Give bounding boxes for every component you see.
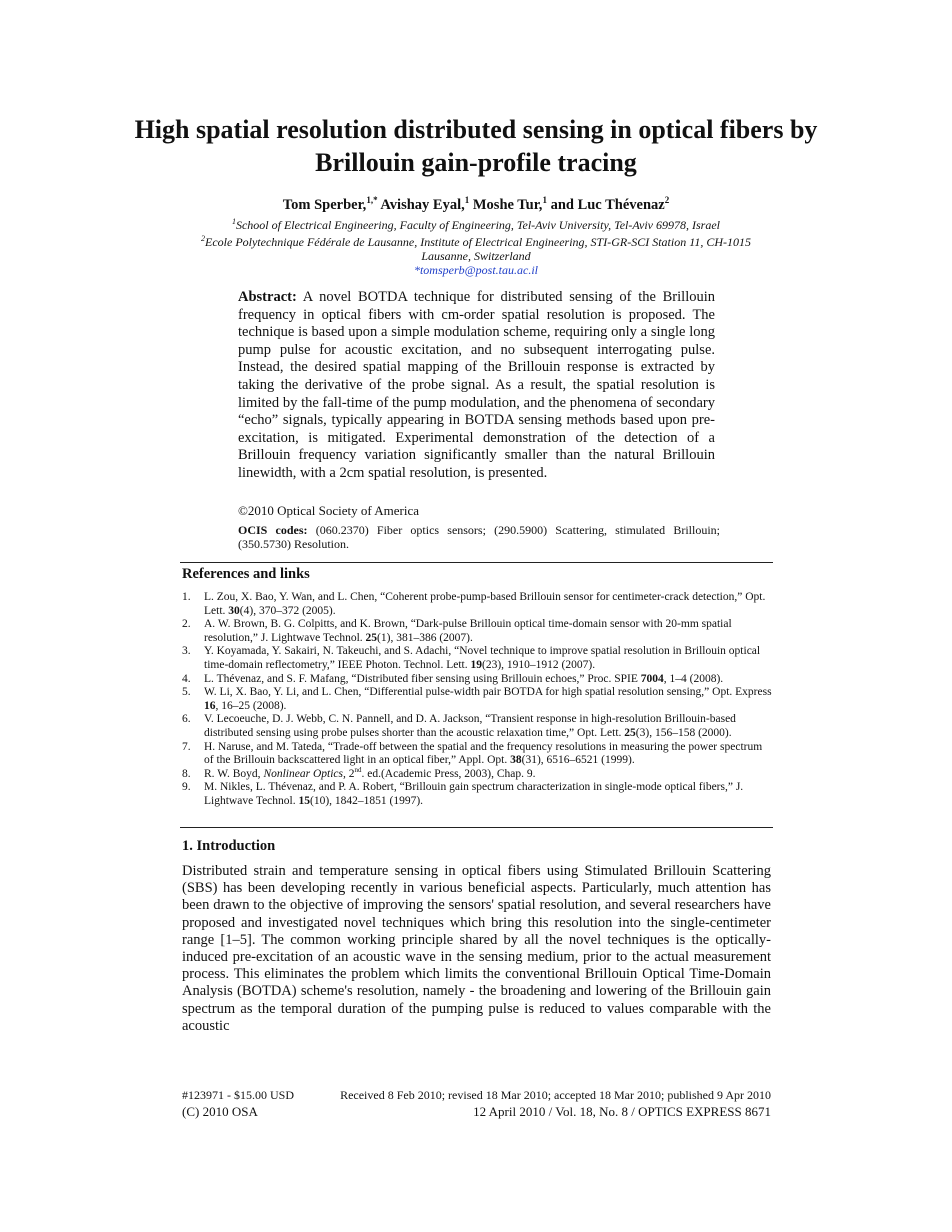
reference-item xyxy=(182,686,772,713)
reference-volume: 16 xyxy=(204,699,216,712)
reference-text: R. W. Boyd, xyxy=(204,767,264,780)
corresponding-email-link[interactable]: *tomsperb@post.tau.ac.il xyxy=(413,263,539,277)
reference-volume: 15 xyxy=(298,794,310,807)
affiliation-2 xyxy=(120,232,832,263)
reference-number: 4. xyxy=(182,672,191,685)
reference-publisher: . ed.(Academic Press, 2003), Chap. 9. xyxy=(361,767,536,780)
ocis-label: OCIS codes: xyxy=(238,523,308,537)
reference-number: 6. xyxy=(182,713,191,726)
reference-edition-suffix: nd xyxy=(354,765,362,774)
divider-top xyxy=(180,562,773,563)
footer-copyright: (C) 2010 OSA xyxy=(182,1104,258,1119)
reference-number: 2. xyxy=(182,618,191,631)
reference-number: 7. xyxy=(182,740,191,753)
reference-item xyxy=(182,673,772,687)
reference-item xyxy=(182,645,772,672)
reference-pages: (4), 370–372 (2005). xyxy=(239,604,336,617)
author-name: Tom Sperber, xyxy=(282,196,367,213)
reference-number: 5. xyxy=(182,686,191,699)
affiliation-1 xyxy=(120,215,832,232)
author-affil-mark: 1,* xyxy=(366,195,378,205)
affil-mark: 2 xyxy=(201,234,205,243)
reference-edition: 2 xyxy=(345,767,355,780)
reference-volume: 25 xyxy=(624,726,636,739)
reference-volume: 38 xyxy=(510,754,522,767)
affil-mark: 1 xyxy=(231,217,236,226)
affiliations xyxy=(120,215,832,277)
reference-text: A. W. Brown, B. G. Colpitts, and K. Brown, “Dark-pulse Brillouin optical time-domain sensor with 20-mm spatial resolution,” J. Lightwave Technol. xyxy=(204,618,732,644)
reference-item xyxy=(182,591,772,618)
reference-text: M. Nikles, L. Thévenaz, and P. A. Robert, “Brillouin gain spectrum characterization in single-mode optical fibers,” J. Lightwave Technol. xyxy=(204,781,744,807)
reference-text: W. Li, X. Bao, Y. Li, and L. Chen, “Differential pulse-width pair BOTDA for high spatial resolution sensing,” Opt. Express xyxy=(204,686,772,699)
footer-dates: Received 8 Feb 2010; revised 18 Mar 2010; accepted 18 Mar 2010; published 9 Apr 2010 xyxy=(340,1088,771,1102)
ocis-codes xyxy=(238,523,720,551)
reference-pages: (23), 1910–1912 (2007). xyxy=(482,658,596,671)
reference-pages: (3), 156–158 (2000). xyxy=(635,726,732,739)
author-affil-mark: 2 xyxy=(664,195,670,205)
reference-book-title: Nonlinear Optics, xyxy=(263,767,346,780)
reference-item xyxy=(182,713,772,740)
author-list xyxy=(120,191,832,214)
reference-item xyxy=(182,781,772,808)
footer-id-price: #123971 - $15.00 USD xyxy=(182,1088,295,1102)
reference-text: L. Zou, X. Bao, Y. Wan, and L. Chen, “Coherent probe-pump-based Brillouin sensor for centimeter-crack detection,” Opt. Lett. xyxy=(204,591,766,617)
reference-volume: 19 xyxy=(470,658,482,671)
reference-pages: (1), 381–386 (2007). xyxy=(377,631,473,644)
references-heading: References and links xyxy=(182,566,310,582)
reference-text: H. Naruse, and M. Tateda, “Trade-off between the spatial and the frequency resolutions in measuring the power spectrum of the Brillouin backscattered light in an optical fiber,” Appl. Opt. xyxy=(204,740,763,767)
author-name: Avishay Eyal, xyxy=(380,196,465,213)
divider-bottom xyxy=(180,827,773,828)
author-name: Moshe Tur, xyxy=(472,196,543,213)
reference-volume: 7004 xyxy=(640,672,664,685)
reference-number: 3. xyxy=(182,645,191,658)
reference-pages: (31), 6516–6521 (1999). xyxy=(521,754,635,767)
reference-number: 8. xyxy=(182,767,191,780)
reference-pages: , 1–4 (2008). xyxy=(663,672,724,685)
reference-text: L. Thévenaz, and S. F. Mafang, “Distributed fiber sensing using Brillouin echoes,” Proc. SPIE xyxy=(204,672,641,685)
ocis-text: (060.2370) Fiber optics sensors; (290.5900) Scattering, stimulated Brillouin; (350.5730) Resolution. xyxy=(238,523,720,551)
author-affil-mark: 1 xyxy=(542,195,547,205)
abstract-label: Abstract: xyxy=(238,289,297,305)
copyright-line: ©2010 Optical Society of America xyxy=(238,503,419,518)
reference-item xyxy=(182,618,772,645)
reference-item xyxy=(182,765,772,782)
reference-text: V. Lecoeuche, D. J. Webb, C. N. Pannell, and D. A. Jackson, “Transient response in high-resolution Brillouin-based distributed sensing using probe pulses shorter than the acoustic relaxation time,” Opt. Lett. xyxy=(204,713,736,739)
reference-volume: 25 xyxy=(365,631,378,644)
reference-text: Y. Koyamada, Y. Sakairi, N. Takeuchi, and S. Adachi, “Novel technique to improve spatial resolution in Brillouin optical time-domain reflectometry,” IEEE Photon. Technol. Lett. xyxy=(204,645,761,671)
section-heading-introduction: 1. Introduction xyxy=(182,838,276,854)
affil-text: Ecole Polytechnique Fédérale de Lausanne, Institute of Electrical Engineering, STI-GR-SCI Station 11, CH-1015 Lausanne, Switzerland xyxy=(205,235,751,263)
reference-number: 1. xyxy=(182,591,191,603)
reference-item xyxy=(182,741,772,768)
reference-pages: (10), 1842–1851 (1997). xyxy=(309,794,424,807)
reference-list xyxy=(182,591,772,809)
abstract xyxy=(238,289,715,483)
affil-text: School of Electrical Engineering, Faculty of Engineering, Tel-Aviv University, Tel-Aviv 69978, Israel xyxy=(235,218,721,232)
paper-title: High spatial resolution distributed sensing in optical fibers by Brillouin gain-profile tracing xyxy=(134,115,818,177)
reference-pages: , 16–25 (2008). xyxy=(215,699,287,712)
abstract-text: A novel BOTDA technique for distributed sensing of the Brillouin frequency in optical fibers with cm-order spatial resolution is proposed. The technique is based upon a simple modulation scheme, requiring only a single long pump pulse for acoustic excitation, and no subsequent interrogating pulse. Instead, the desired spatial mapping of the Brillouin response is extracted by taking the derivative of the probe signal. As a result, the spatial resolution is limited by the fall-time of the pump modulation, and the phenomena of secondary “echo” signals, typically appearing in BOTDA sensing methods based upon pre-excitation, is mitigated. Experimental demonstration of the detection of a Brillouin frequency variation significantly smaller than the natural Brillouin linewidth, with a 2cm spatial resolution, is presented. xyxy=(238,289,715,481)
introduction-text: Distributed strain and temperature sensing in optical fibers using Stimulated Brillouin Scattering (SBS) has been developing recently in various beneficial aspects. Particularly, much attention has been drawn to the objective of improving the sensors' spatial resolution, and several researchers have proposed and investigated novel techniques which bring this resolution into the single-centimeter range [1–5]. The common working principle shared by all the novel techniques is the optically-induced pre-excitation of an acoustic wave in the sensing medium, prior to the actual measurement process. This eliminates the problem which limits the conventional Brillouin Optical Time-Domain Analysis (BOTDA) scheme's resolution, namely - the broadening and lowering of the Brillouin gain spectrum as the temporal duration of the pumping pulse is reduced to values comparable with the acoustic xyxy=(182,863,771,1034)
reference-volume: 30 xyxy=(228,604,240,617)
author-affil-mark: 1 xyxy=(464,195,470,205)
footer-journal: 12 April 2010 / Vol. 18, No. 8 / OPTICS EXPRESS 8671 xyxy=(473,1104,771,1119)
reference-number: 9. xyxy=(182,781,191,794)
author-name: and Luc Thévenaz xyxy=(550,196,665,213)
